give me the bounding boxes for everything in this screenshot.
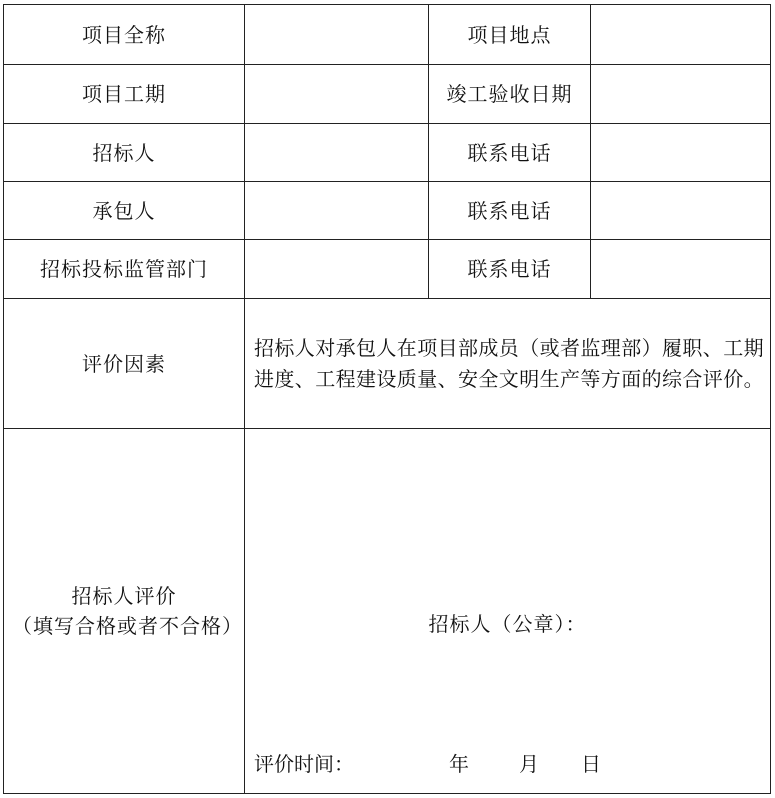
row-project-duration [4, 65, 771, 124]
tenderer-label: 招标人 [4, 124, 245, 182]
supervision-phone-field[interactable] [591, 240, 771, 299]
tenderer-phone-label: 联系电话 [429, 124, 591, 182]
row-project-name [4, 5, 771, 65]
tenderer-field[interactable] [245, 124, 429, 182]
day-label: 日 [581, 752, 601, 776]
form-table [3, 4, 771, 794]
row-tenderer [4, 124, 771, 182]
completion-date-field[interactable] [591, 65, 771, 124]
tenderer-evaluation-field[interactable] [245, 429, 771, 794]
year-label: 年 [449, 752, 469, 776]
supervision-dept-label: 招标投标监管部门 [4, 240, 245, 299]
tenderer-evaluation-label [4, 429, 245, 794]
completion-date-label: 竣工验收日期 [429, 65, 591, 124]
contractor-label: 承包人 [4, 182, 245, 240]
tenderer-evaluation-title: 招标人评价 [71, 584, 177, 608]
row-evaluation-factors [4, 299, 771, 429]
project-duration-field[interactable] [245, 65, 429, 124]
evaluation-date [254, 749, 601, 779]
contractor-field[interactable] [245, 182, 429, 240]
supervision-dept-field[interactable] [245, 240, 429, 299]
contractor-phone-field[interactable] [591, 182, 771, 240]
project-location-label: 项目地点 [429, 5, 591, 65]
project-location-field[interactable] [591, 5, 771, 65]
row-supervision-dept [4, 240, 771, 299]
contractor-phone-label: 联系电话 [429, 182, 591, 240]
evaluation-form [3, 4, 770, 793]
evaluation-factors-label: 评价因素 [4, 299, 245, 429]
tenderer-seal-label: 招标人（公章）： [428, 612, 587, 636]
row-contractor [4, 182, 771, 240]
project-name-field[interactable] [245, 5, 429, 65]
month-label: 月 [519, 752, 539, 776]
evaluation-factors-text: 招标人对承包人在项目部成员（或者监理部）履职、工期进度、工程建设质量、安全文明生产等方面的综合评价。 [245, 299, 771, 429]
row-tenderer-evaluation [4, 429, 771, 794]
tenderer-evaluation-hint: （填写合格或者不合格） [12, 614, 243, 638]
project-name-label: 项目全称 [4, 5, 245, 65]
project-duration-label: 项目工期 [4, 65, 245, 124]
supervision-phone-label: 联系电话 [429, 240, 591, 299]
evaluation-date-label: 评价时间： [254, 752, 354, 776]
tenderer-phone-field[interactable] [591, 124, 771, 182]
